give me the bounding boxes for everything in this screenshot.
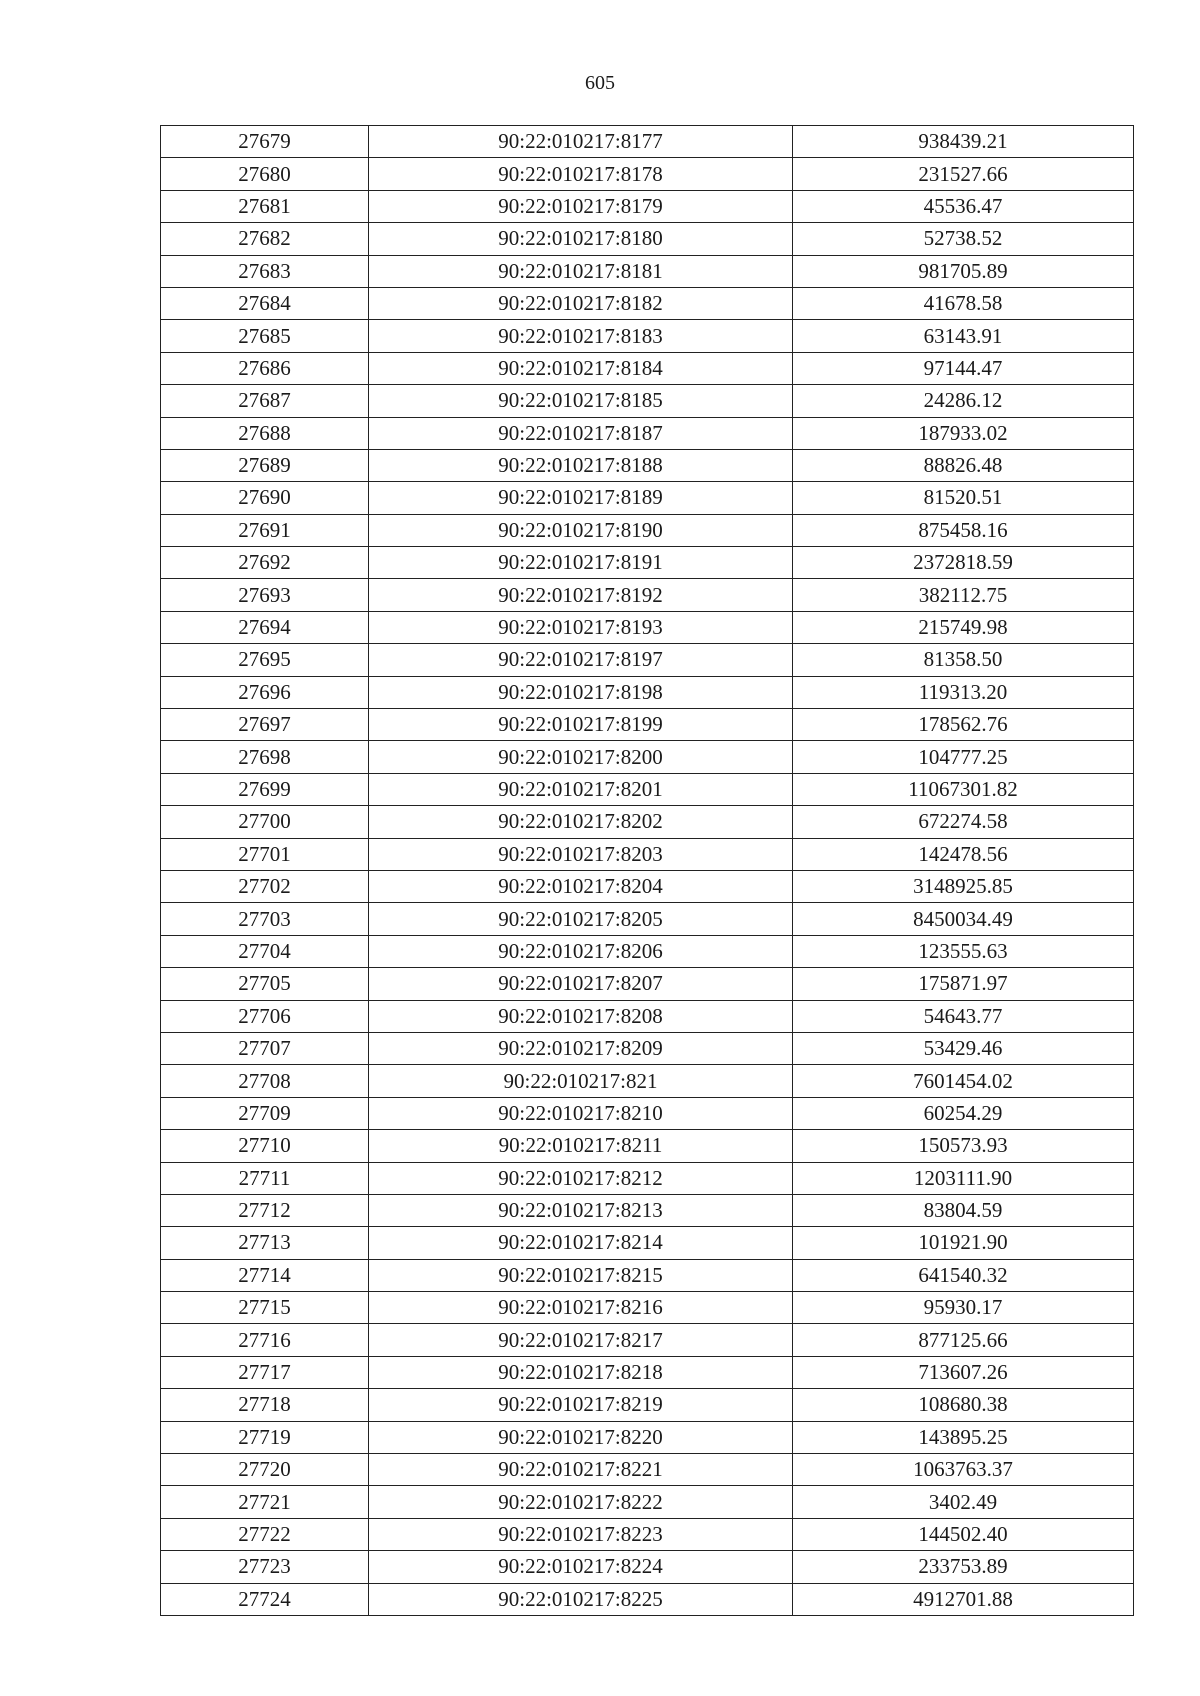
row-number-cell: 27680 [161,158,369,190]
table-row [161,1454,1134,1486]
row-number-cell: 27711 [161,1162,369,1194]
row-number-cell: 27693 [161,579,369,611]
cadastral-number-cell: 90:22:010217:8184 [369,352,793,384]
value-cell: 187933.02 [793,417,1134,449]
table-row [161,190,1134,222]
cadastral-number-cell: 90:22:010217:8178 [369,158,793,190]
cadastral-number-cell: 90:22:010217:821 [369,1065,793,1097]
cadastral-number-cell: 90:22:010217:8185 [369,385,793,417]
table-row [161,1518,1134,1550]
table-row [161,1194,1134,1226]
value-cell: 672274.58 [793,806,1134,838]
row-number-cell: 27705 [161,968,369,1000]
value-cell: 97144.47 [793,352,1134,384]
cadastral-number-cell: 90:22:010217:8225 [369,1583,793,1615]
value-cell: 81520.51 [793,482,1134,514]
cadastral-number-cell: 90:22:010217:8192 [369,579,793,611]
table-row [161,644,1134,676]
row-number-cell: 27685 [161,320,369,352]
value-cell: 41678.58 [793,287,1134,319]
row-number-cell: 27682 [161,223,369,255]
cadastral-number-cell: 90:22:010217:8221 [369,1454,793,1486]
table-row [161,806,1134,838]
value-cell: 1063763.37 [793,1454,1134,1486]
table-row [161,1065,1134,1097]
table-row [161,773,1134,805]
table-row [161,1162,1134,1194]
cadastral-number-cell: 90:22:010217:8217 [369,1324,793,1356]
value-cell: 108680.38 [793,1389,1134,1421]
cadastral-number-cell: 90:22:010217:8216 [369,1292,793,1324]
cadastral-number-cell: 90:22:010217:8209 [369,1032,793,1064]
value-cell: 382112.75 [793,579,1134,611]
row-number-cell: 27698 [161,741,369,773]
value-cell: 875458.16 [793,514,1134,546]
row-number-cell: 27703 [161,903,369,935]
value-cell: 3402.49 [793,1486,1134,1518]
row-number-cell: 27679 [161,126,369,158]
cadastral-number-cell: 90:22:010217:8181 [369,255,793,287]
cadastral-number-cell: 90:22:010217:8177 [369,126,793,158]
value-cell: 24286.12 [793,385,1134,417]
cadastral-number-cell: 90:22:010217:8207 [369,968,793,1000]
cadastral-number-cell: 90:22:010217:8183 [369,320,793,352]
row-number-cell: 27695 [161,644,369,676]
table-row [161,676,1134,708]
value-cell: 877125.66 [793,1324,1134,1356]
row-number-cell: 27684 [161,287,369,319]
row-number-cell: 27690 [161,482,369,514]
table-row [161,870,1134,902]
table-row [161,1389,1134,1421]
row-number-cell: 27704 [161,935,369,967]
row-number-cell: 27688 [161,417,369,449]
value-cell: 150573.93 [793,1130,1134,1162]
value-cell: 101921.90 [793,1227,1134,1259]
value-cell: 143895.25 [793,1421,1134,1453]
table-row [161,903,1134,935]
table-row [161,158,1134,190]
cadastral-number-cell: 90:22:010217:8212 [369,1162,793,1194]
value-cell: 142478.56 [793,838,1134,870]
value-cell: 7601454.02 [793,1065,1134,1097]
row-number-cell: 27718 [161,1389,369,1421]
cadastral-number-cell: 90:22:010217:8218 [369,1356,793,1388]
value-cell: 144502.40 [793,1518,1134,1550]
row-number-cell: 27717 [161,1356,369,1388]
row-number-cell: 27696 [161,676,369,708]
cadastral-number-cell: 90:22:010217:8200 [369,741,793,773]
row-number-cell: 27691 [161,514,369,546]
row-number-cell: 27724 [161,1583,369,1615]
cadastral-number-cell: 90:22:010217:8180 [369,223,793,255]
value-cell: 45536.47 [793,190,1134,222]
table-row [161,482,1134,514]
table-row [161,1259,1134,1291]
value-cell: 53429.46 [793,1032,1134,1064]
table-row [161,1292,1134,1324]
row-number-cell: 27720 [161,1454,369,1486]
table-row [161,709,1134,741]
cadastral-number-cell: 90:22:010217:8208 [369,1000,793,1032]
value-cell: 63143.91 [793,320,1134,352]
value-cell: 81358.50 [793,644,1134,676]
cadastral-number-cell: 90:22:010217:8182 [369,287,793,319]
registry-table-body [161,126,1134,1616]
cadastral-number-cell: 90:22:010217:8199 [369,709,793,741]
row-number-cell: 27692 [161,547,369,579]
cadastral-number-cell: 90:22:010217:8224 [369,1551,793,1583]
table-row [161,968,1134,1000]
table-row [161,611,1134,643]
table-row [161,1130,1134,1162]
row-number-cell: 27707 [161,1032,369,1064]
table-row [161,223,1134,255]
table-row [161,1356,1134,1388]
table-row [161,514,1134,546]
cadastral-number-cell: 90:22:010217:8210 [369,1097,793,1129]
value-cell: 119313.20 [793,676,1134,708]
value-cell: 52738.52 [793,223,1134,255]
value-cell: 88826.48 [793,449,1134,481]
cadastral-number-cell: 90:22:010217:8198 [369,676,793,708]
table-row [161,449,1134,481]
row-number-cell: 27702 [161,870,369,902]
table-row [161,255,1134,287]
registry-table [160,125,1134,1616]
value-cell: 233753.89 [793,1551,1134,1583]
row-number-cell: 27714 [161,1259,369,1291]
value-cell: 4912701.88 [793,1583,1134,1615]
value-cell: 95930.17 [793,1292,1134,1324]
row-number-cell: 27709 [161,1097,369,1129]
row-number-cell: 27706 [161,1000,369,1032]
cadastral-number-cell: 90:22:010217:8201 [369,773,793,805]
table-row [161,579,1134,611]
value-cell: 54643.77 [793,1000,1134,1032]
value-cell: 8450034.49 [793,903,1134,935]
cadastral-number-cell: 90:22:010217:8179 [369,190,793,222]
row-number-cell: 27721 [161,1486,369,1518]
row-number-cell: 27699 [161,773,369,805]
value-cell: 938439.21 [793,126,1134,158]
row-number-cell: 27681 [161,190,369,222]
table-row [161,320,1134,352]
table-row [161,1421,1134,1453]
cadastral-number-cell: 90:22:010217:8211 [369,1130,793,1162]
row-number-cell: 27697 [161,709,369,741]
table-row [161,385,1134,417]
value-cell: 713607.26 [793,1356,1134,1388]
value-cell: 1203111.90 [793,1162,1134,1194]
table-row [161,838,1134,870]
cadastral-number-cell: 90:22:010217:8197 [369,644,793,676]
cadastral-number-cell: 90:22:010217:8188 [369,449,793,481]
cadastral-number-cell: 90:22:010217:8223 [369,1518,793,1550]
cadastral-number-cell: 90:22:010217:8213 [369,1194,793,1226]
cadastral-number-cell: 90:22:010217:8203 [369,838,793,870]
row-number-cell: 27694 [161,611,369,643]
row-number-cell: 27712 [161,1194,369,1226]
row-number-cell: 27700 [161,806,369,838]
table-row [161,1227,1134,1259]
cadastral-number-cell: 90:22:010217:8193 [369,611,793,643]
table-row [161,1000,1134,1032]
row-number-cell: 27713 [161,1227,369,1259]
row-number-cell: 27689 [161,449,369,481]
cadastral-number-cell: 90:22:010217:8205 [369,903,793,935]
cadastral-number-cell: 90:22:010217:8214 [369,1227,793,1259]
table-row [161,352,1134,384]
table-row [161,935,1134,967]
table-row [161,1032,1134,1064]
table-row [161,1486,1134,1518]
value-cell: 123555.63 [793,935,1134,967]
row-number-cell: 27716 [161,1324,369,1356]
cadastral-number-cell: 90:22:010217:8190 [369,514,793,546]
table-row [161,287,1134,319]
row-number-cell: 27723 [161,1551,369,1583]
table-row [161,1551,1134,1583]
cadastral-number-cell: 90:22:010217:8215 [369,1259,793,1291]
cadastral-number-cell: 90:22:010217:8202 [369,806,793,838]
table-row [161,417,1134,449]
row-number-cell: 27719 [161,1421,369,1453]
table-row [161,1583,1134,1615]
value-cell: 60254.29 [793,1097,1134,1129]
value-cell: 175871.97 [793,968,1134,1000]
value-cell: 215749.98 [793,611,1134,643]
row-number-cell: 27701 [161,838,369,870]
table-row [161,126,1134,158]
row-number-cell: 27687 [161,385,369,417]
value-cell: 981705.89 [793,255,1134,287]
row-number-cell: 27708 [161,1065,369,1097]
value-cell: 104777.25 [793,741,1134,773]
cadastral-number-cell: 90:22:010217:8220 [369,1421,793,1453]
row-number-cell: 27710 [161,1130,369,1162]
cadastral-number-cell: 90:22:010217:8204 [369,870,793,902]
row-number-cell: 27683 [161,255,369,287]
row-number-cell: 27715 [161,1292,369,1324]
value-cell: 2372818.59 [793,547,1134,579]
cadastral-number-cell: 90:22:010217:8219 [369,1389,793,1421]
value-cell: 11067301.82 [793,773,1134,805]
cadastral-number-cell: 90:22:010217:8222 [369,1486,793,1518]
table-row [161,1324,1134,1356]
page-number: 605 [585,72,615,94]
value-cell: 231527.66 [793,158,1134,190]
row-number-cell: 27722 [161,1518,369,1550]
value-cell: 3148925.85 [793,870,1134,902]
cadastral-number-cell: 90:22:010217:8206 [369,935,793,967]
value-cell: 178562.76 [793,709,1134,741]
row-number-cell: 27686 [161,352,369,384]
value-cell: 83804.59 [793,1194,1134,1226]
table-row [161,547,1134,579]
cadastral-number-cell: 90:22:010217:8191 [369,547,793,579]
value-cell: 641540.32 [793,1259,1134,1291]
table-row [161,741,1134,773]
cadastral-number-cell: 90:22:010217:8187 [369,417,793,449]
cadastral-number-cell: 90:22:010217:8189 [369,482,793,514]
table-row [161,1097,1134,1129]
